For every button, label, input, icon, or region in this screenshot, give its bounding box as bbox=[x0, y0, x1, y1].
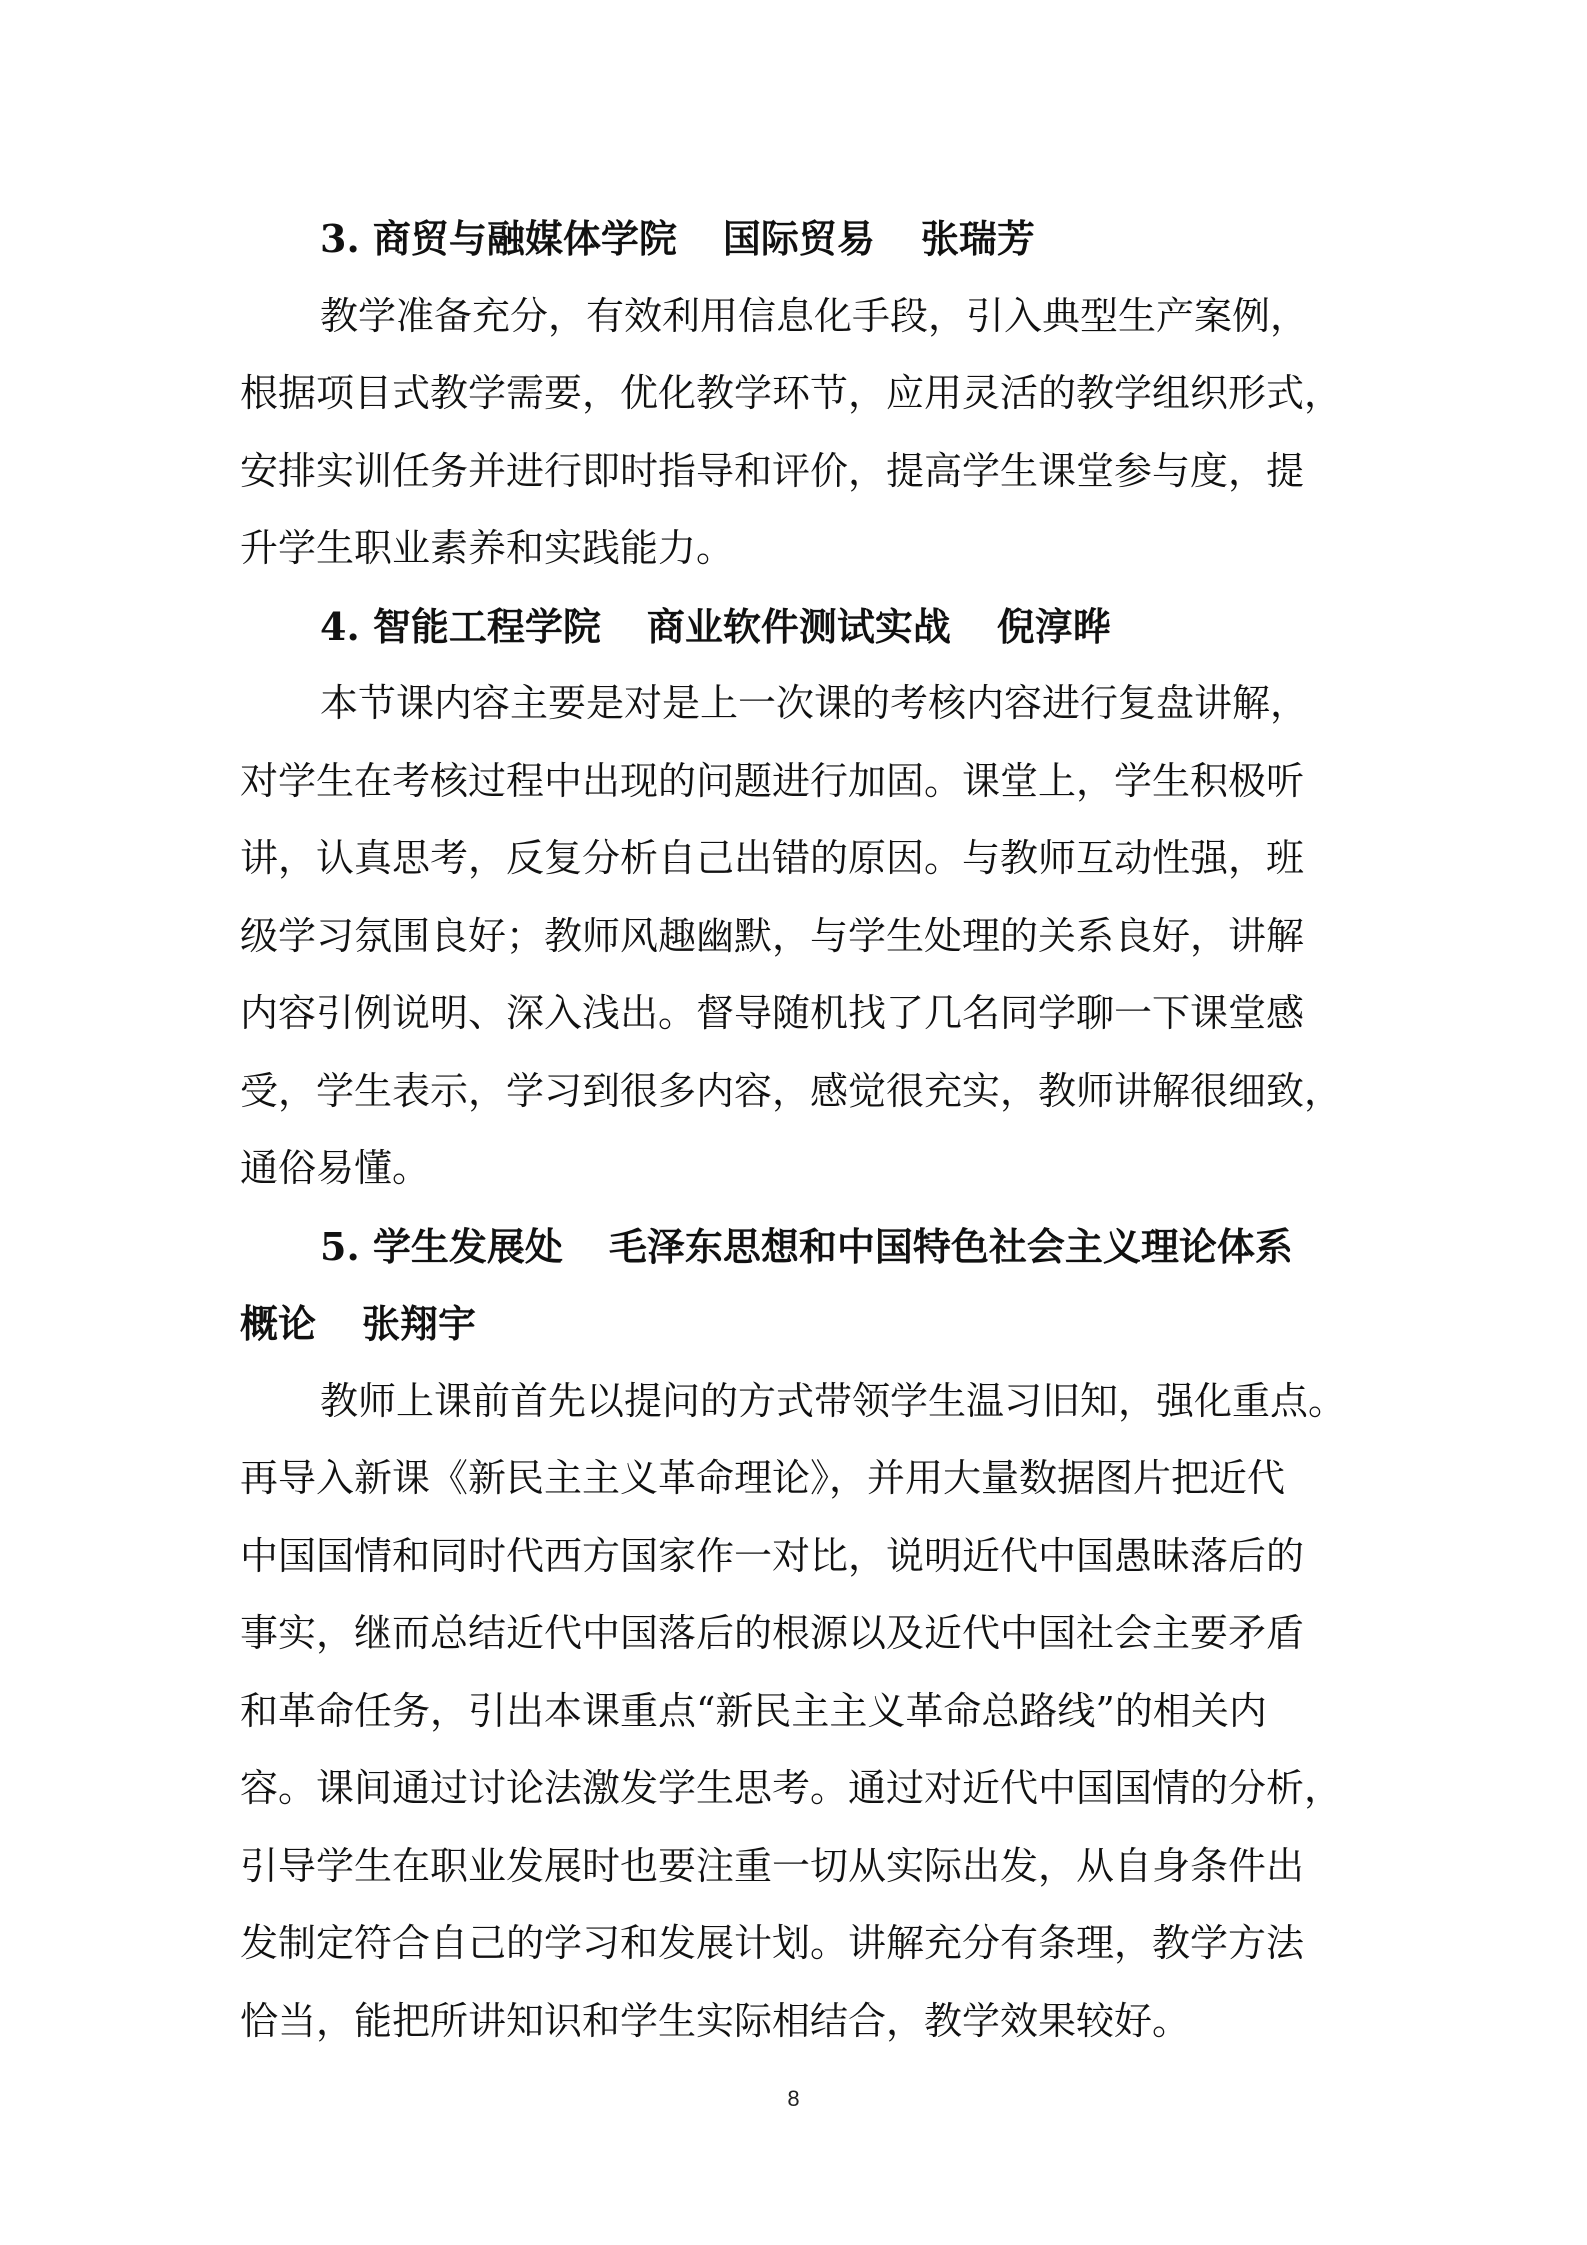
heading-part: 3. 商贸与融媒体学院 bbox=[320, 216, 677, 261]
body-text-line: 升学生职业素养和实践能力。 bbox=[240, 526, 735, 570]
body-text-line: 引导学生在职业发展时也要注重一切从实际出发，从自身条件出 bbox=[240, 1843, 1305, 1888]
section-heading-line bbox=[240, 1285, 1360, 1363]
heading-part: 国际贸易 bbox=[722, 216, 875, 261]
body-text-line: 通俗易懂。 bbox=[240, 1146, 431, 1190]
body-text-line: 发制定符合自己的学习和发展计划。讲解充分有条理，教学方法 bbox=[240, 1921, 1305, 1965]
heading-part: 毛泽东思想和中国特色社会主义理论体系 bbox=[608, 1223, 1293, 1269]
body-text-line: 根据项目式教学需要，优化教学环节，应用灵活的教学组织形式， bbox=[240, 371, 1343, 415]
body-text-line: 教学准备充分，有效利用信息化手段，引入典型生产案例， bbox=[320, 293, 1309, 338]
report-section bbox=[240, 588, 1360, 1208]
body-text-line: 对学生在考核过程中出现的问题进行加固。课堂上，学生积极听 bbox=[240, 758, 1305, 803]
body-text-line: 级学习氛围良好；教师风趣幽默，与学生处理的关系良好，讲解 bbox=[240, 913, 1305, 958]
heading-part: 5. 学生发展处 bbox=[320, 1223, 563, 1269]
heading-part: 张翔宇 bbox=[362, 1301, 477, 1346]
heading-part: 张瑞芳 bbox=[920, 216, 1035, 261]
body-text-line: 本节课内容主要是对是上一次课的考核内容进行复盘讲解， bbox=[320, 681, 1309, 725]
document-body bbox=[240, 200, 1360, 2060]
section-heading-line bbox=[240, 200, 1360, 278]
page-number: 8 bbox=[787, 2086, 800, 2111]
body-text-line: 再导入新课《新民主主义革命理论》，并用大量数据图片把近代 bbox=[240, 1456, 1286, 1500]
body-text-line: 内容引例说明、深入浅出。督导随机找了几名同学聊一下课堂感 bbox=[240, 991, 1305, 1035]
heading-part: 4. 智能工程学院 bbox=[320, 603, 601, 649]
body-text-line: 和革命任务，引出本课重点“新民主主义革命总路线”的相关内 bbox=[240, 1688, 1267, 1733]
section-heading-line bbox=[240, 588, 1360, 666]
report-section bbox=[240, 200, 1360, 588]
body-text-line: 教师上课前首先以提问的方式带领学生温习旧知，强化重点。 bbox=[320, 1378, 1347, 1423]
heading-part: 概论 bbox=[240, 1301, 317, 1346]
body-text-line: 中国国情和同时代西方国家作一对比，说明近代中国愚昧落后的 bbox=[240, 1533, 1305, 1578]
body-text-line: 事实，继而总结近代中国落后的根源以及近代中国社会主要矛盾 bbox=[240, 1611, 1305, 1655]
heading-part: 倪淳晔 bbox=[996, 603, 1111, 649]
body-text-line: 容。课间通过讨论法激发学生思考。通过对近代中国国情的分析， bbox=[240, 1766, 1343, 1810]
report-section bbox=[240, 1208, 1360, 2061]
body-text-line: 恰当，能把所讲知识和学生实际相结合，教学效果较好。 bbox=[240, 1998, 1191, 2043]
section-heading-line bbox=[240, 1208, 1360, 1286]
body-text-line: 讲，认真思考，反复分析自己出错的原因。与教师互动性强，班 bbox=[240, 836, 1305, 880]
body-text-line: 受，学生表示，学习到很多内容，感觉很充实，教师讲解很细致， bbox=[240, 1068, 1343, 1113]
body-text-line: 安排实训任务并进行即时指导和评价，提高学生课堂参与度，提 bbox=[240, 448, 1305, 493]
heading-part: 商业软件测试实战 bbox=[646, 603, 951, 649]
